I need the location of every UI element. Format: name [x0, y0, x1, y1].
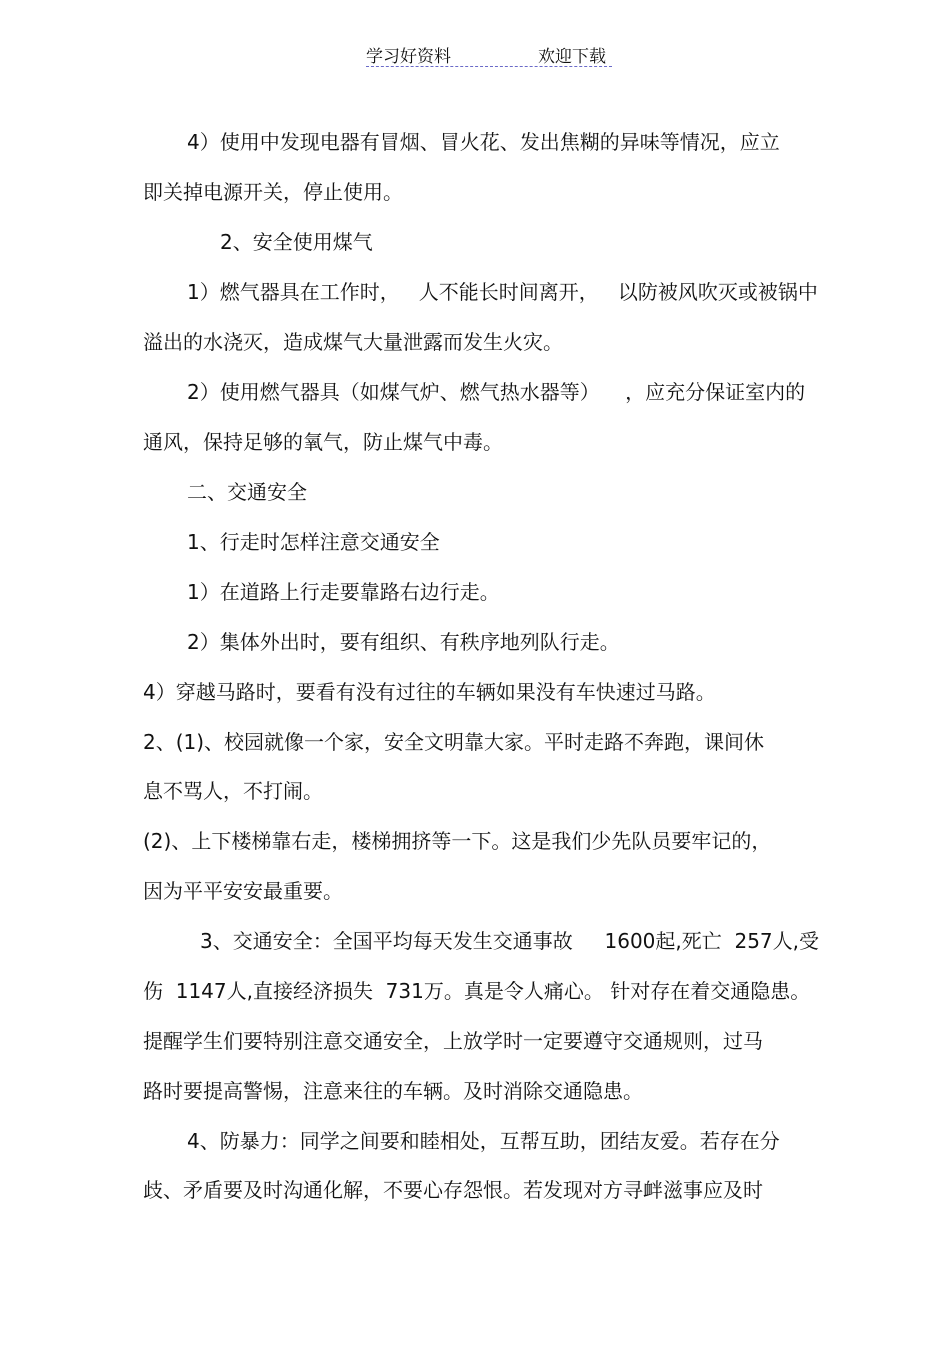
text-line: 伤 1147人,直接经济损失 731万。真是令人痛心。 针对存在着交通隐患。: [143, 979, 811, 1003]
text-line: 2）集体外出时，要有组织、有秩序地列队行走。: [187, 630, 620, 654]
text-line: 即关掉电源开关，停止使用。: [143, 180, 403, 204]
header-left-text: 学习好资料: [366, 47, 451, 67]
header-right-text: 欢迎下载: [538, 47, 606, 67]
text-line: 二、交通安全: [187, 480, 307, 504]
text-line: 1）燃气器具在工作时， 人不能长时间离开， 以防被风吹灭或被锅中: [187, 280, 818, 304]
text-line: 因为平平安安最重要。: [143, 879, 343, 903]
text-line: 路时要提高警惕，注意来往的车辆。及时消除交通隐患。: [143, 1079, 643, 1103]
text-line: 4）使用中发现电器有冒烟、冒火花、发出焦糊的异味等情况，应立: [187, 130, 780, 154]
text-line: 2、安全使用煤气: [220, 230, 373, 254]
text-line: 3、交通安全：全国平均每天发生交通事故 1600起,死亡 257人,受: [200, 929, 820, 953]
text-line: 通风，保持足够的氧气，防止煤气中毒。: [143, 430, 503, 454]
text-line: 1、行走时怎样注意交通安全: [187, 530, 440, 554]
text-line: 4、防暴力：同学之间要和睦相处，互帮互助，团结友爱。若存在分: [187, 1129, 780, 1153]
text-line: 息不骂人，不打闹。: [143, 779, 323, 803]
text-line: 提醒学生们要特别注意交通安全，上放学时一定要遵守交通规则，过马: [143, 1029, 763, 1053]
text-line: 1）在道路上行走要靠路右边行走。: [187, 580, 500, 604]
text-line: 2、(1)、校园就像一个家，安全文明靠大家。平时走路不奔跑，课间休: [143, 730, 765, 754]
page-header: [366, 40, 612, 67]
text-line: 2）使用燃气器具（如煤气炉、燃气热水器等） ，应充分保证室内的: [187, 380, 806, 404]
text-line: 歧、矛盾要及时沟通化解，不要心存怨恨。若发现对方寻衅滋事应及时: [143, 1178, 763, 1202]
text-line: 4）穿越马路时，要看有没有过往的车辆如果没有车快速过马路。: [143, 680, 716, 704]
text-line: (2)、上下楼梯靠右走，楼梯拥挤等一下。这是我们少先队员要牢记的，: [143, 829, 772, 853]
text-line: 溢出的水浇灭，造成煤气大量泄露而发生火灾。: [143, 330, 563, 354]
